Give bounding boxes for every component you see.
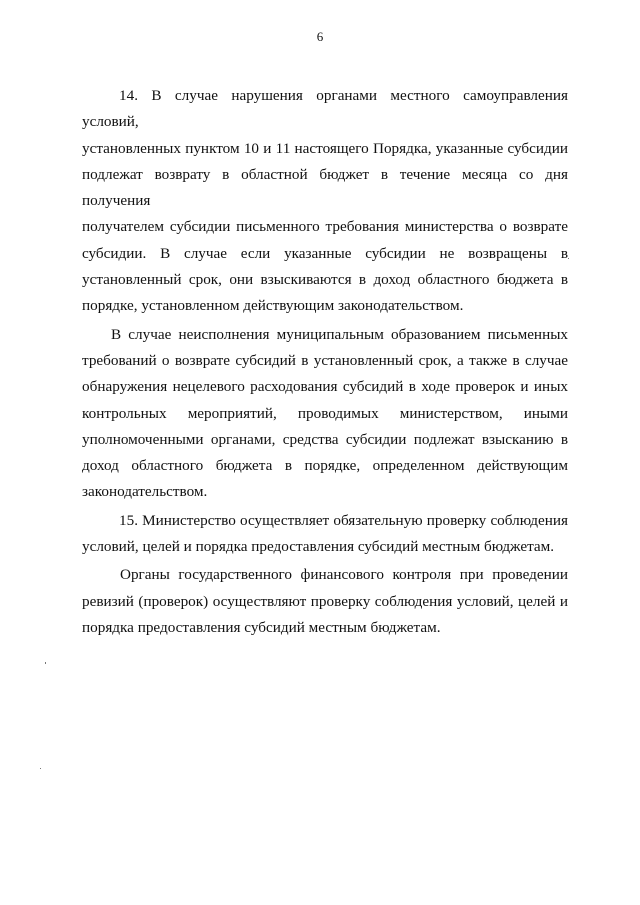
text-line: ревизий (проверок) осуществляют проверку соблюдения условий, целей и xyxy=(82,592,568,610)
scan-speck xyxy=(568,258,569,259)
paragraph-15 xyxy=(82,508,568,561)
text-line: законодательством. xyxy=(82,483,208,501)
text-line: контрольных мероприятий, проводимых министерством, иными xyxy=(82,404,568,422)
text-line: установленных пунктом 10 и 11 настоящего Порядка, указанные субсидии xyxy=(82,139,568,157)
text-line: порядке, установленном действующим законодательством. xyxy=(82,297,464,315)
paragraph-non-fulfillment xyxy=(82,322,568,506)
document-body xyxy=(82,83,568,641)
text-line: доход областного бюджета в порядке, определенном действующим xyxy=(82,457,568,475)
paragraph-control-bodies xyxy=(82,562,568,641)
text-line: условий, целей и порядка предоставления субсидий местным бюджетам. xyxy=(82,538,555,556)
text-line: субсидии. В случае если указанные субсидии не возвращены в xyxy=(82,244,568,262)
scan-speck xyxy=(45,662,46,664)
paragraph-14 xyxy=(82,83,568,320)
page-number: 6 xyxy=(316,29,324,44)
text-line: 15. Министерство осуществляет обязательную проверку соблюдения xyxy=(119,511,568,529)
text-line: В случае неисполнения муниципальным образованием письменных xyxy=(111,325,568,343)
text-line: порядка предоставления субсидий местным бюджетам. xyxy=(82,618,441,636)
text-line: обнаружения нецелевого расходования субсидий в ходе проверок и иных xyxy=(82,378,568,396)
text-line: установленный срок, они взыскиваются в доход областного бюджета в xyxy=(82,271,568,289)
text-line: требований о возврате субсидий в установленный срок, а также в случае xyxy=(82,351,568,369)
text-line: получателем субсидии письменного требования министерства о возврате xyxy=(82,218,568,236)
text-line: 14. В случае нарушения органами местного самоуправления условий, xyxy=(82,87,568,131)
scan-speck xyxy=(40,768,41,769)
text-line: подлежат возврату в областной бюджет в течение месяца со дня получения xyxy=(82,165,568,210)
text-line: Органы государственного финансового контроля при проведении xyxy=(120,566,568,584)
text-line: уполномоченными органами, средства субсидии подлежат взысканию в xyxy=(82,430,568,448)
